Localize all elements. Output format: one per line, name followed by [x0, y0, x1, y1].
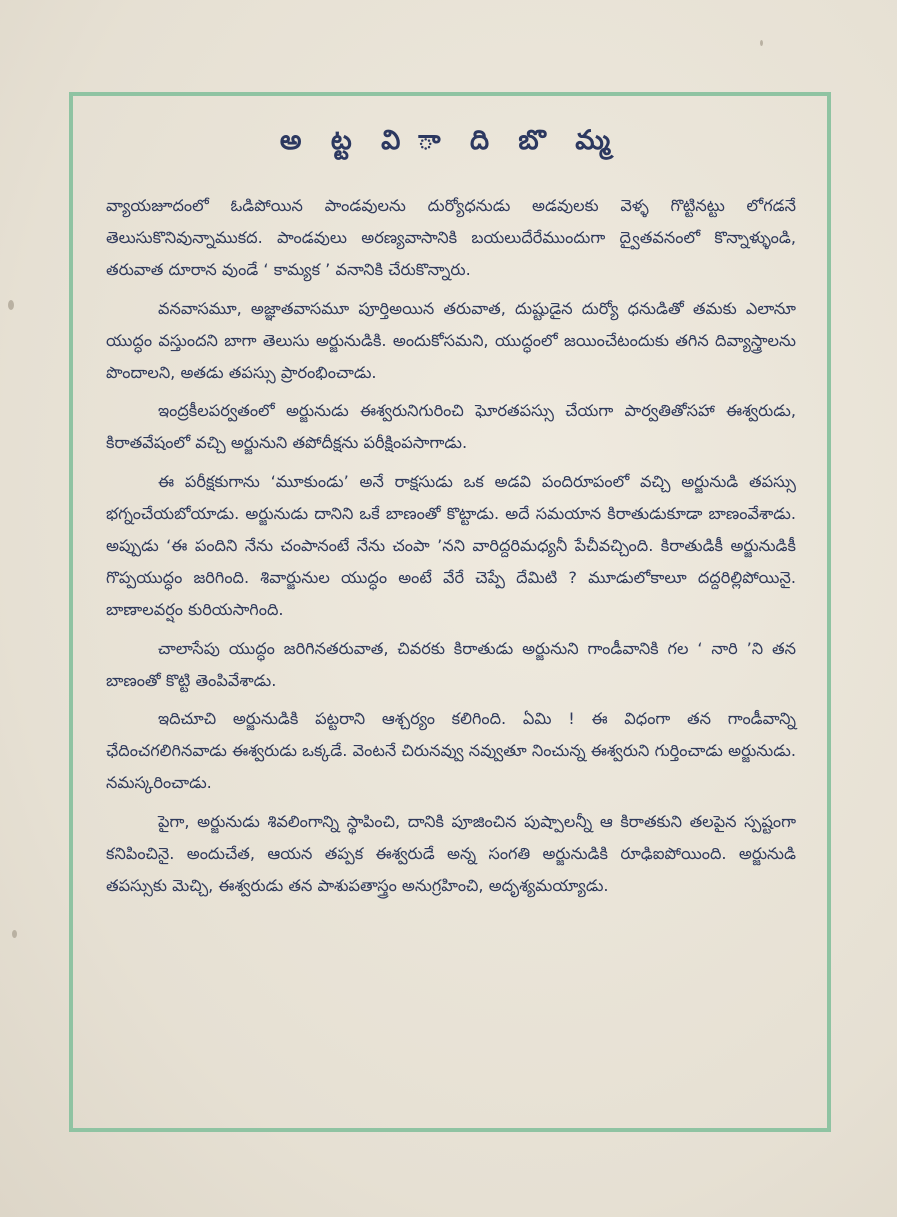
paragraph: ఇదిచూచి అర్జునుడికి పట్టరాని ఆశ్చర్యం కలిగింది. ఏమి ! ఈ విధంగా తన గాండీవాన్ని ఛేదించగలిగినవాడు ఈశ్వరుడు ఒక్కడే. వెంటనే చిరునవ్వు నవ్వుతూ నించున్న ఈశ్వరుని గుర్తించాడు అర్జునుడు. నమస్కరించాడు.: [106, 709, 796, 793]
paper-speck: [12, 930, 17, 938]
paragraph: పైగా, అర్జునుడు శివలింగాన్ని స్థాపించి, దానికి పూజించిన పుష్పాలన్నీ ఆ కిరాతకుని తలపైన స్పష్టంగా కనిపించినై. అందుచేత, ఆయన తప్పక ఈశ్వరుడే అన్న సంగతి అర్జునుడికి రూఢిఐపోయింది. అర్జునుడి తపస్సుకు మెచ్చి, ఈశ్వరుడు తన పాశుపతాస్త్రం అనుగ్రహించి, అదృశ్యమయ్యాడు.: [106, 811, 796, 896]
paragraph: ఇంద్రకీలపర్వతంలో అర్జునుడు ఈశ్వరునిగురించి ఘోరతపస్సు చేయగా పార్వతితోసహా ఈశ్వరుడు, కిరాతవేషంలో వచ్చి అర్జునుని తపోదీక్షను పరీక్షింపసాగాడు.: [106, 401, 796, 453]
story-body: [106, 190, 796, 908]
paragraph: వనవాసమూ, అజ్ఞాతవాసమూ పూర్తిఅయిన తరువాత, దుష్టుడైన దుర్యో ధనుడితో తమకు ఎలానూ యుద్ధం వస్తుందని బాగా తెలుసు అర్జునుడికి. అందుకోసమని, యుద్ధంలో జయించేటందుకు తగిన దివ్యాస్త్రాలను పొందాలని, అతడు తపస్సు ప్రారంభించాడు.: [106, 298, 796, 383]
paragraph: వ్యాయజూదంలో ఓడిపోయిన పాండవులను దుర్యోధనుడు అడవులకు వెళ్ళ గొట్టినట్టు లోగడనే తెలుసుకొనివున్నాముకద. పాండవులు అరణ్యవాసానికి బయలుదేరేముందుగా ద్వైతవనంలో కొన్నాళ్ళుండి, తరువాత దూరాన వుండే ‘ కామ్యక ’ వనానికి చేరుకొన్నారు.: [106, 196, 796, 280]
paper-speck: [760, 40, 763, 46]
paper-speck: [8, 300, 14, 310]
paragraph: ఈ పరీక్షకుగాను ‘మూకుండు’ అనే రాక్షసుడు ఒక అడవి పందిరూపంలో వచ్చి అర్జునుడి తపస్సు భగ్నంచేయబోయాడు. అర్జునుడు దానిని ఒకే బాణంతో కొట్టాడు. అదే సమయాన కిరాతుడుకూడా బాణంవేశాడు. అప్పుడు ‘ఈ పందిని నేను చంపానంటే నేను చంపా ’నని వారిద్దరిమధ్యనీ పేచీవచ్చింది. కిరాతుడికీ అర్జునుడికీ గొప్పయుద్ధం జరిగింది. శివార్జునుల యుద్ధం అంటే వేరే చెప్పే దేమిటి ? మూడులోకాలూ దద్దరిల్లిపోయినై. బాణాలవర్షం కురియసాగింది.: [106, 471, 796, 620]
page-title: అ ట్ట వి ా ది బొ మ్మ: [279, 125, 621, 156]
paragraph: చాలాసేపు యుద్ధం జరిగినతరువాత, చివరకు కిరాతుడు అర్జునుని గాండీవానికి గల ‘ నారి ’ని తన బాణంతో కొట్టి తెంపివేశాడు.: [106, 638, 796, 690]
